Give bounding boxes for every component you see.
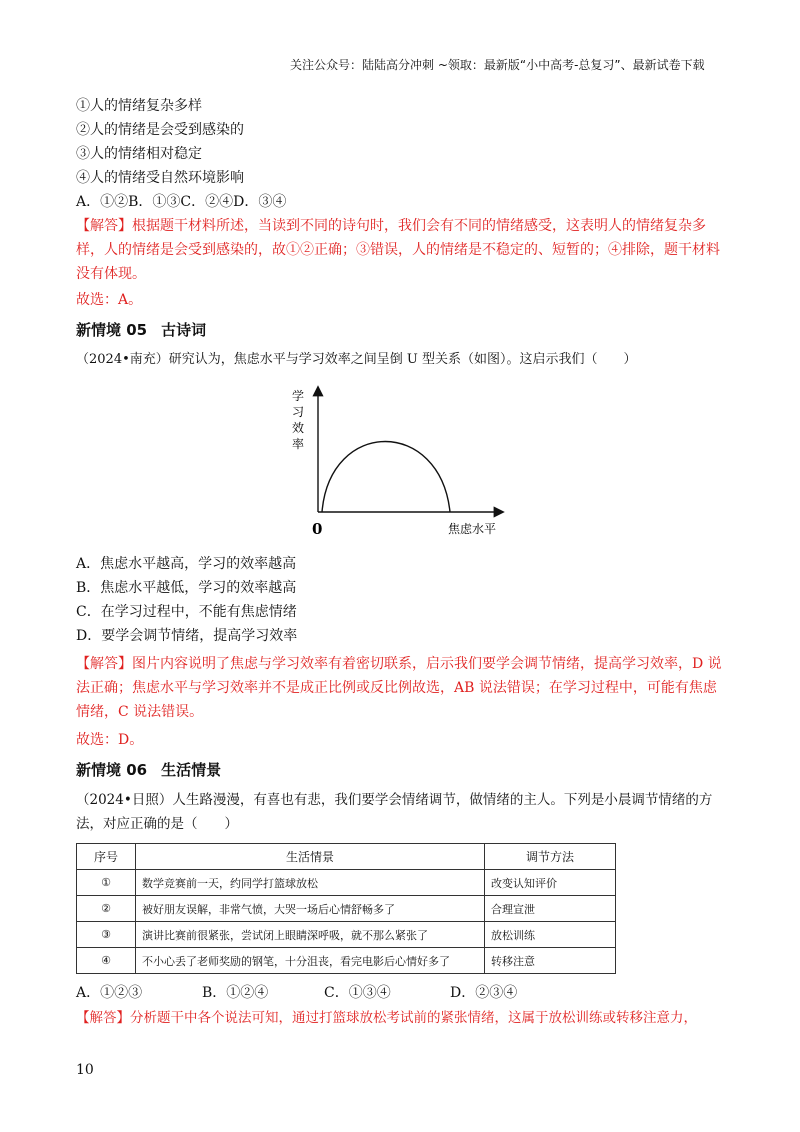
section-label: 新情境 05 <box>76 321 148 339</box>
table-cell: 演讲比赛前很紧张，尝试闭上眼睛深呼吸，就不那么紧张了 <box>136 922 485 948</box>
q05-option-a: A．焦虑水平越高，学习的效率越高 <box>76 556 297 572</box>
answer-text: 根据题干材料所述，当读到不同的诗句时，我们会有不同的情绪感受，这表明人的情绪复杂多样，人的情绪是会受到感染的，故①②正确；③错误，人的情绪是不稳定的、短暂的；④排除，题干材料没有体现。 <box>76 218 720 282</box>
q06-option-c: C．①③④ <box>324 985 391 1001</box>
y-label-char: 效 <box>292 421 305 435</box>
statement-2: ②人的情绪是会受到感染的 <box>76 122 244 138</box>
section-heading-05 <box>76 318 206 342</box>
table-cell: ① <box>77 870 136 896</box>
statement-4: ④人的情绪受自然环境影响 <box>76 170 244 186</box>
page-header: 关注公众号：陆陆高分冲刺 ~领取：最新版“小中高考-总复习”、最新试卷下载 <box>290 58 705 72</box>
prev-conclusion: 故选：A。 <box>76 292 143 308</box>
table-cell: ④ <box>77 948 136 974</box>
q06-stem: （2024•日照）人生路漫漫，有喜也有悲，我们要学会情绪调节，做情绪的主人。下列是小晨调节情绪的方法，对应正确的是（ ） <box>76 792 713 832</box>
y-label-char: 学 <box>292 389 305 403</box>
q06-answer <box>76 1006 697 1030</box>
y-label-char: 习 <box>292 405 305 419</box>
answer-text: 图片内容说明了焦虑与学习效率有着密切联系，启示我们要学会调节情绪，提高学习效率，D 说法正确；焦虑水平与学习效率并不是成正比例或反比例故选，AB 说法错误；在学习过程中，可能有焦虑情绪，C 说法错误。 <box>76 656 722 720</box>
prev-options: A．①②B．①③C．②④D．③④ <box>76 194 287 210</box>
q06-option-d: D．②③④ <box>450 985 518 1001</box>
section-title: 生活情景 <box>161 761 222 779</box>
q06-options <box>76 982 517 1002</box>
answer-tag: 【解答】 <box>76 218 132 234</box>
table-cell: 放松训练 <box>485 922 616 948</box>
section-title: 古诗词 <box>161 321 207 339</box>
q05-option-c: C．在学习过程中，不能有焦虑情绪 <box>76 604 297 620</box>
table-cell: ③ <box>77 922 136 948</box>
column-header: 序号 <box>77 844 136 870</box>
inverted-u-chart <box>288 384 518 544</box>
column-header: 调节方法 <box>485 844 616 870</box>
column-header: 生活情景 <box>136 844 485 870</box>
table-row <box>77 896 616 922</box>
table-cell: 转移注意 <box>485 948 616 974</box>
q06-option-a: A．①②③ <box>76 985 143 1001</box>
q05-stem: （2024•南充）研究认为，焦虑水平与学习效率之间呈倒 U 型关系（如图）。这启示我们（ ） <box>76 352 637 367</box>
table-cell: 不小心丢了老师奖励的钢笔，十分沮丧，看完电影后心情好多了 <box>136 948 485 974</box>
q05-conclusion: 故选：D。 <box>76 732 144 748</box>
section-heading-06 <box>76 758 221 782</box>
y-label-char: 率 <box>292 437 305 451</box>
origin-label: 0 <box>312 520 323 538</box>
table-cell: 改变认知评价 <box>485 870 616 896</box>
table-cell: ② <box>77 896 136 922</box>
inverted-u-curve <box>322 442 450 513</box>
page-number: 10 <box>76 1062 94 1078</box>
situation-table <box>76 843 616 974</box>
prev-answer <box>76 214 728 286</box>
table-cell: 数学竞赛前一天，约同学打篮球放松 <box>136 870 485 896</box>
table-header-row <box>77 844 616 870</box>
answer-tag: 【解答】 <box>76 656 132 672</box>
x-axis-label: 焦虑水平 <box>448 522 497 536</box>
section-label: 新情境 06 <box>76 761 148 779</box>
q05-option-d: D．要学会调节情绪，提高学习效率 <box>76 628 298 644</box>
q05-option-b: B．焦虑水平越低，学习的效率越高 <box>76 580 297 596</box>
statement-1: ①人的情绪复杂多样 <box>76 98 202 114</box>
table-cell: 合理宣泄 <box>485 896 616 922</box>
answer-tag: 【解答】 <box>76 1010 130 1026</box>
statement-3: ③人的情绪相对稳定 <box>76 146 202 162</box>
q06-option-b: B．①②④ <box>202 985 269 1001</box>
table-row <box>77 922 616 948</box>
table-cell: 被好朋友误解，非常气愤，大哭一场后心情舒畅多了 <box>136 896 485 922</box>
q05-answer <box>76 652 728 724</box>
answer-text: 分析题干中各个说法可知，通过打篮球放松考试前的紧张情绪，这属于放松训练或转移注意力， <box>130 1010 697 1026</box>
table-row <box>77 948 616 974</box>
table-row <box>77 870 616 896</box>
